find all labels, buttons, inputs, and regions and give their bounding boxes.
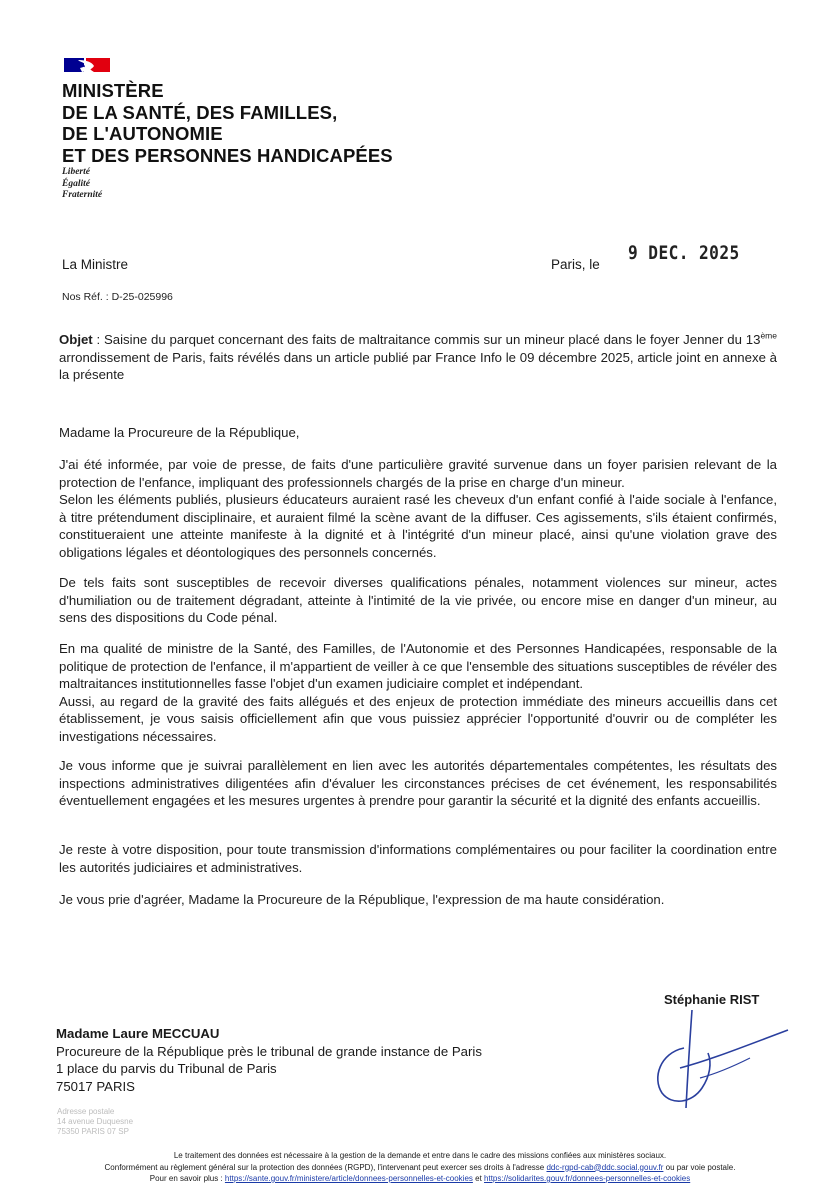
paragraph-text: Je reste à votre disposition, pour toute transmission d'informations complémentaires ou pour faciliter la coordination entre les autorités judiciaires et administratives. [59, 842, 777, 875]
footer-line [40, 1162, 800, 1174]
recipient-block [56, 1025, 482, 1095]
recipient-address: 1 place du parvis du Tribunal de Paris [56, 1061, 277, 1076]
ministry-line: DE LA SANTÉ, DES FAMILLES, [62, 101, 338, 123]
handwritten-signature-icon [640, 1008, 790, 1118]
paragraph-text: Je vous informe que je suivrai parallèlement en lien avec les autorités départementales compétentes, les résultats des inspections administratives diligentées afin d'évaluer les circonstances précises de cet événement, les responsabilités éventuellement engagées et les mesures urgentes à prendre pour garantir la sécurité et la dignité des enfants accueillis. [59, 758, 777, 808]
paragraph-text: Je vous prie d'agréer, Madame la Procureure de la République, l'expression de ma haute considération. [59, 892, 665, 907]
footer-text: et [472, 1174, 485, 1183]
footer-line: Le traitement des données est nécessaire à la gestion de la demande et entre dans le cadre des missions confiées aux ministères sociaux. [173, 1151, 667, 1160]
body-paragraph [59, 640, 777, 745]
ministry-line: DE L'AUTONOMIE [62, 123, 223, 144]
footer-text: ou par voie postale. [663, 1162, 736, 1172]
signatory-name: Stéphanie RIST [664, 992, 760, 1007]
ministry-name [62, 80, 393, 166]
marianne-logo-icon [64, 54, 110, 76]
body-paragraph [59, 456, 777, 561]
postal-line: 14 avenue Duquesne [57, 1117, 134, 1126]
gdpr-footer [40, 1150, 800, 1185]
postal-address [57, 1107, 133, 1137]
body-paragraph [59, 757, 777, 810]
postal-line: 75350 PARIS 07 SP [57, 1127, 129, 1136]
subject-paragraph [59, 331, 777, 384]
closing-paragraph [59, 891, 777, 909]
footer-text: Pour en savoir plus : [149, 1174, 225, 1183]
recipient-city: 75017 PARIS [56, 1078, 135, 1094]
body-paragraph [59, 841, 777, 876]
republic-motto [62, 167, 102, 202]
gdpr-email-link[interactable]: ddc-rgpd-cab@ddc.social.gouv.fr [546, 1162, 664, 1172]
footer-text: Conformément au règlement général sur la protection des données (RGPD), l'intervenant peut exercer ses droits à l'adresse [104, 1162, 547, 1172]
ministry-line: ET DES PERSONNES HANDICAPÉES [62, 144, 393, 166]
footer-line [40, 1173, 800, 1185]
motto-line: Liberté [62, 167, 90, 177]
place-label: Paris, le [551, 257, 600, 272]
motto-line: Fraternité [62, 190, 103, 200]
sante-privacy-link[interactable]: https://sante.gouv.fr/ministere/article/donnees-personnelles-et-cookies [224, 1174, 473, 1183]
paragraph-text: Aussi, au regard de la gravité des faits allégués et des enjeux de protection immédiate des mineurs accueillis dans cet établissement, je vous saisis officiellement afin que vous puissiez apprécier l'opportunité d'ouvrir ou de compléter les investigations nécessaires. [59, 693, 777, 744]
solidarites-privacy-link[interactable]: https://solidarites.gouv.fr/donnees-personnelles-et-cookies [484, 1174, 691, 1183]
date-stamp: 9 DEC. 2025 [628, 242, 740, 264]
paragraph-text: De tels faits sont susceptibles de recevoir diverses qualifications pénales, notamment violences sur mineur, actes d'humiliation ou de traitement dégradant, atteinte à l'intimité de la vie privée, ou encore mise en danger d'un mineur, au sens des dispositions du Code pénal. [59, 575, 777, 625]
reference-number: Nos Réf. : D-25-025996 [62, 291, 173, 303]
paragraph-text: Selon les éléments publiés, plusieurs éducateurs auraient rasé les cheveux d'un enfant confié à l'aide sociale à l'enfance, à titre prétendument disciplinaire, et auraient filmé la scène avant de la diffuser. Ces agissements, s'ils étaient confirmés, constitueraient une atteinte manifeste à la dignité et à l'intégrité d'un mineur placé, ainsi qu'une violation grave des obligations légales et déontologiques des personnels concernés. [59, 492, 777, 560]
salutation: Madame la Procureure de la République, [59, 425, 300, 440]
subject-superscript: ème [760, 330, 777, 341]
paragraph-text: En ma qualité de ministre de la Santé, des Familles, de l'Autonomie et des Personnes Handicapées, responsable de la politique de protection de l'enfance, il m'appartient de veiller à ce que l'ensemble des situations susceptibles de révéler des maltraitances institutionnelles fasse l'objet d'un examen judiciaire complet et indépendant. [59, 641, 777, 691]
recipient-name: Madame Laure MECCUAU [56, 1026, 220, 1041]
ministry-line: MINISTÈRE [62, 80, 164, 101]
subject-text: arrondissement de Paris, faits révélés dans un article publié par France Info le 09 décembre 2025, article joint en annexe à la présente [59, 349, 777, 382]
sender-title: La Ministre [62, 257, 129, 272]
motto-line: Égalité [62, 178, 90, 189]
subject-text: : Saisine du parquet concernant des faits de maltraitance commis sur un mineur placé dans le foyer Jenner du 13 [92, 332, 761, 347]
subject-label: Objet [59, 332, 93, 347]
recipient-title: Procureure de la République près le tribunal de grande instance de Paris [56, 1043, 482, 1059]
body-paragraph [59, 574, 777, 627]
paragraph-text: J'ai été informée, par voie de presse, de faits d'une particulière gravité survenue dans un foyer parisien relevant de la protection de l'enfance, impliquant des professionnels chargés de la prise en charge d'un mineur. [59, 457, 777, 490]
postal-line: Adresse postale [57, 1107, 115, 1116]
